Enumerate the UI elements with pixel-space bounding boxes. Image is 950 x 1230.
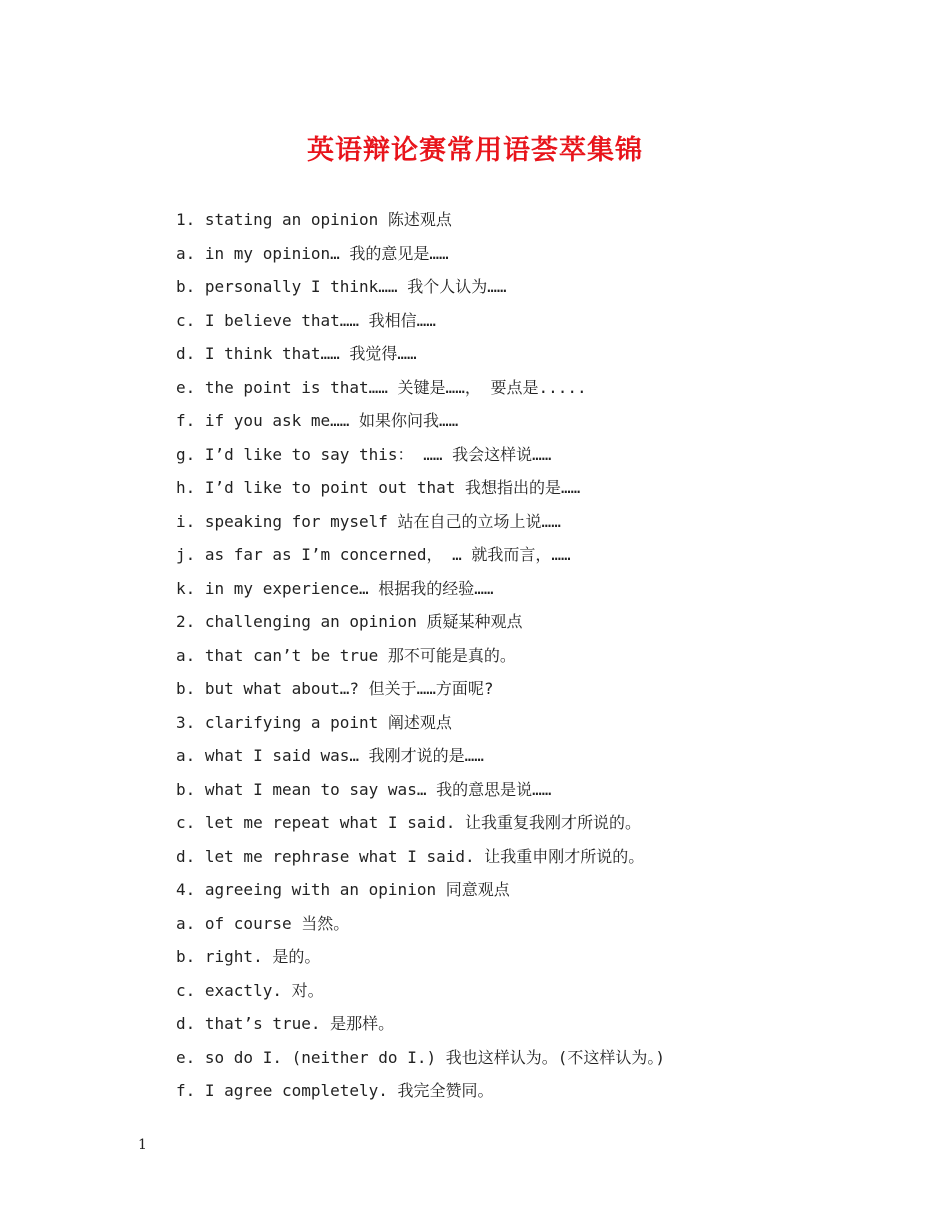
phrase-line: 3. clarifying a point 阐述观点 [176,712,452,732]
phrase-line: a. of course 当然。 [176,913,350,933]
phrase-line: g. I’d like to say this： …… 我会这样说…… [176,444,552,464]
phrase-line: f. if you ask me…… 如果你问我…… [176,411,459,430]
phrase-line: 1. stating an opinion 陈述观点 [176,210,452,229]
phrase-line: a. that can’t be true 那不可能是真的。 [176,645,516,665]
phrase-line: a. what I said was… 我刚才说的是…… [176,746,484,765]
phrase-line: b. right. 是的。 [176,947,321,966]
page-number: 1 [138,1137,147,1153]
phrase-line: f. I agree completely. 我完全赞同。 [176,1081,494,1100]
phrase-line: a. in my opinion… 我的意见是…… [176,243,449,263]
phrase-line: 2. challenging an opinion 质疑某种观点 [176,612,523,631]
phrase-line: b. but what about…? 但关于……方面呢? [176,679,494,698]
phrase-line: d. let me rephrase what I said. 让我重申刚才所说的。 [176,846,645,866]
phrase-line: j. as far as I’m concerned， … 就我而言，…… [176,545,571,564]
document-title: 英语辩论赛常用语荟萃集锦 [307,135,643,166]
phrase-line: k. in my experience… 根据我的经验…… [176,578,494,598]
phrase-line: c. let me repeat what I said. 让我重复我刚才所说的。 [176,813,641,832]
phrase-line: c. I believe that…… 我相信…… [176,310,436,330]
phrase-line: i. speaking for myself 站在自己的立场上说…… [176,511,561,531]
phrase-line: e. the point is that…… 关键是……， 要点是..... [176,377,587,397]
phrase-line: b. personally I think…… 我个人认为…… [176,277,507,296]
phrase-line: d. that’s true. 是那样。 [176,1014,395,1033]
phrase-line: c. exactly. 对。 [176,980,324,1000]
phrase-line: 4. agreeing with an opinion 同意观点 [176,880,510,899]
phrase-line: d. I think that…… 我觉得…… [176,344,417,363]
phrase-line: h. I’d like to point out that 我想指出的是…… [176,478,581,497]
phrase-line: e. so do I. (neither do I.) 我也这样认为。(不这样认为。) [176,1047,665,1067]
phrase-list [176,203,665,1108]
phrase-line: b. what I mean to say was… 我的意思是说…… [176,779,552,799]
